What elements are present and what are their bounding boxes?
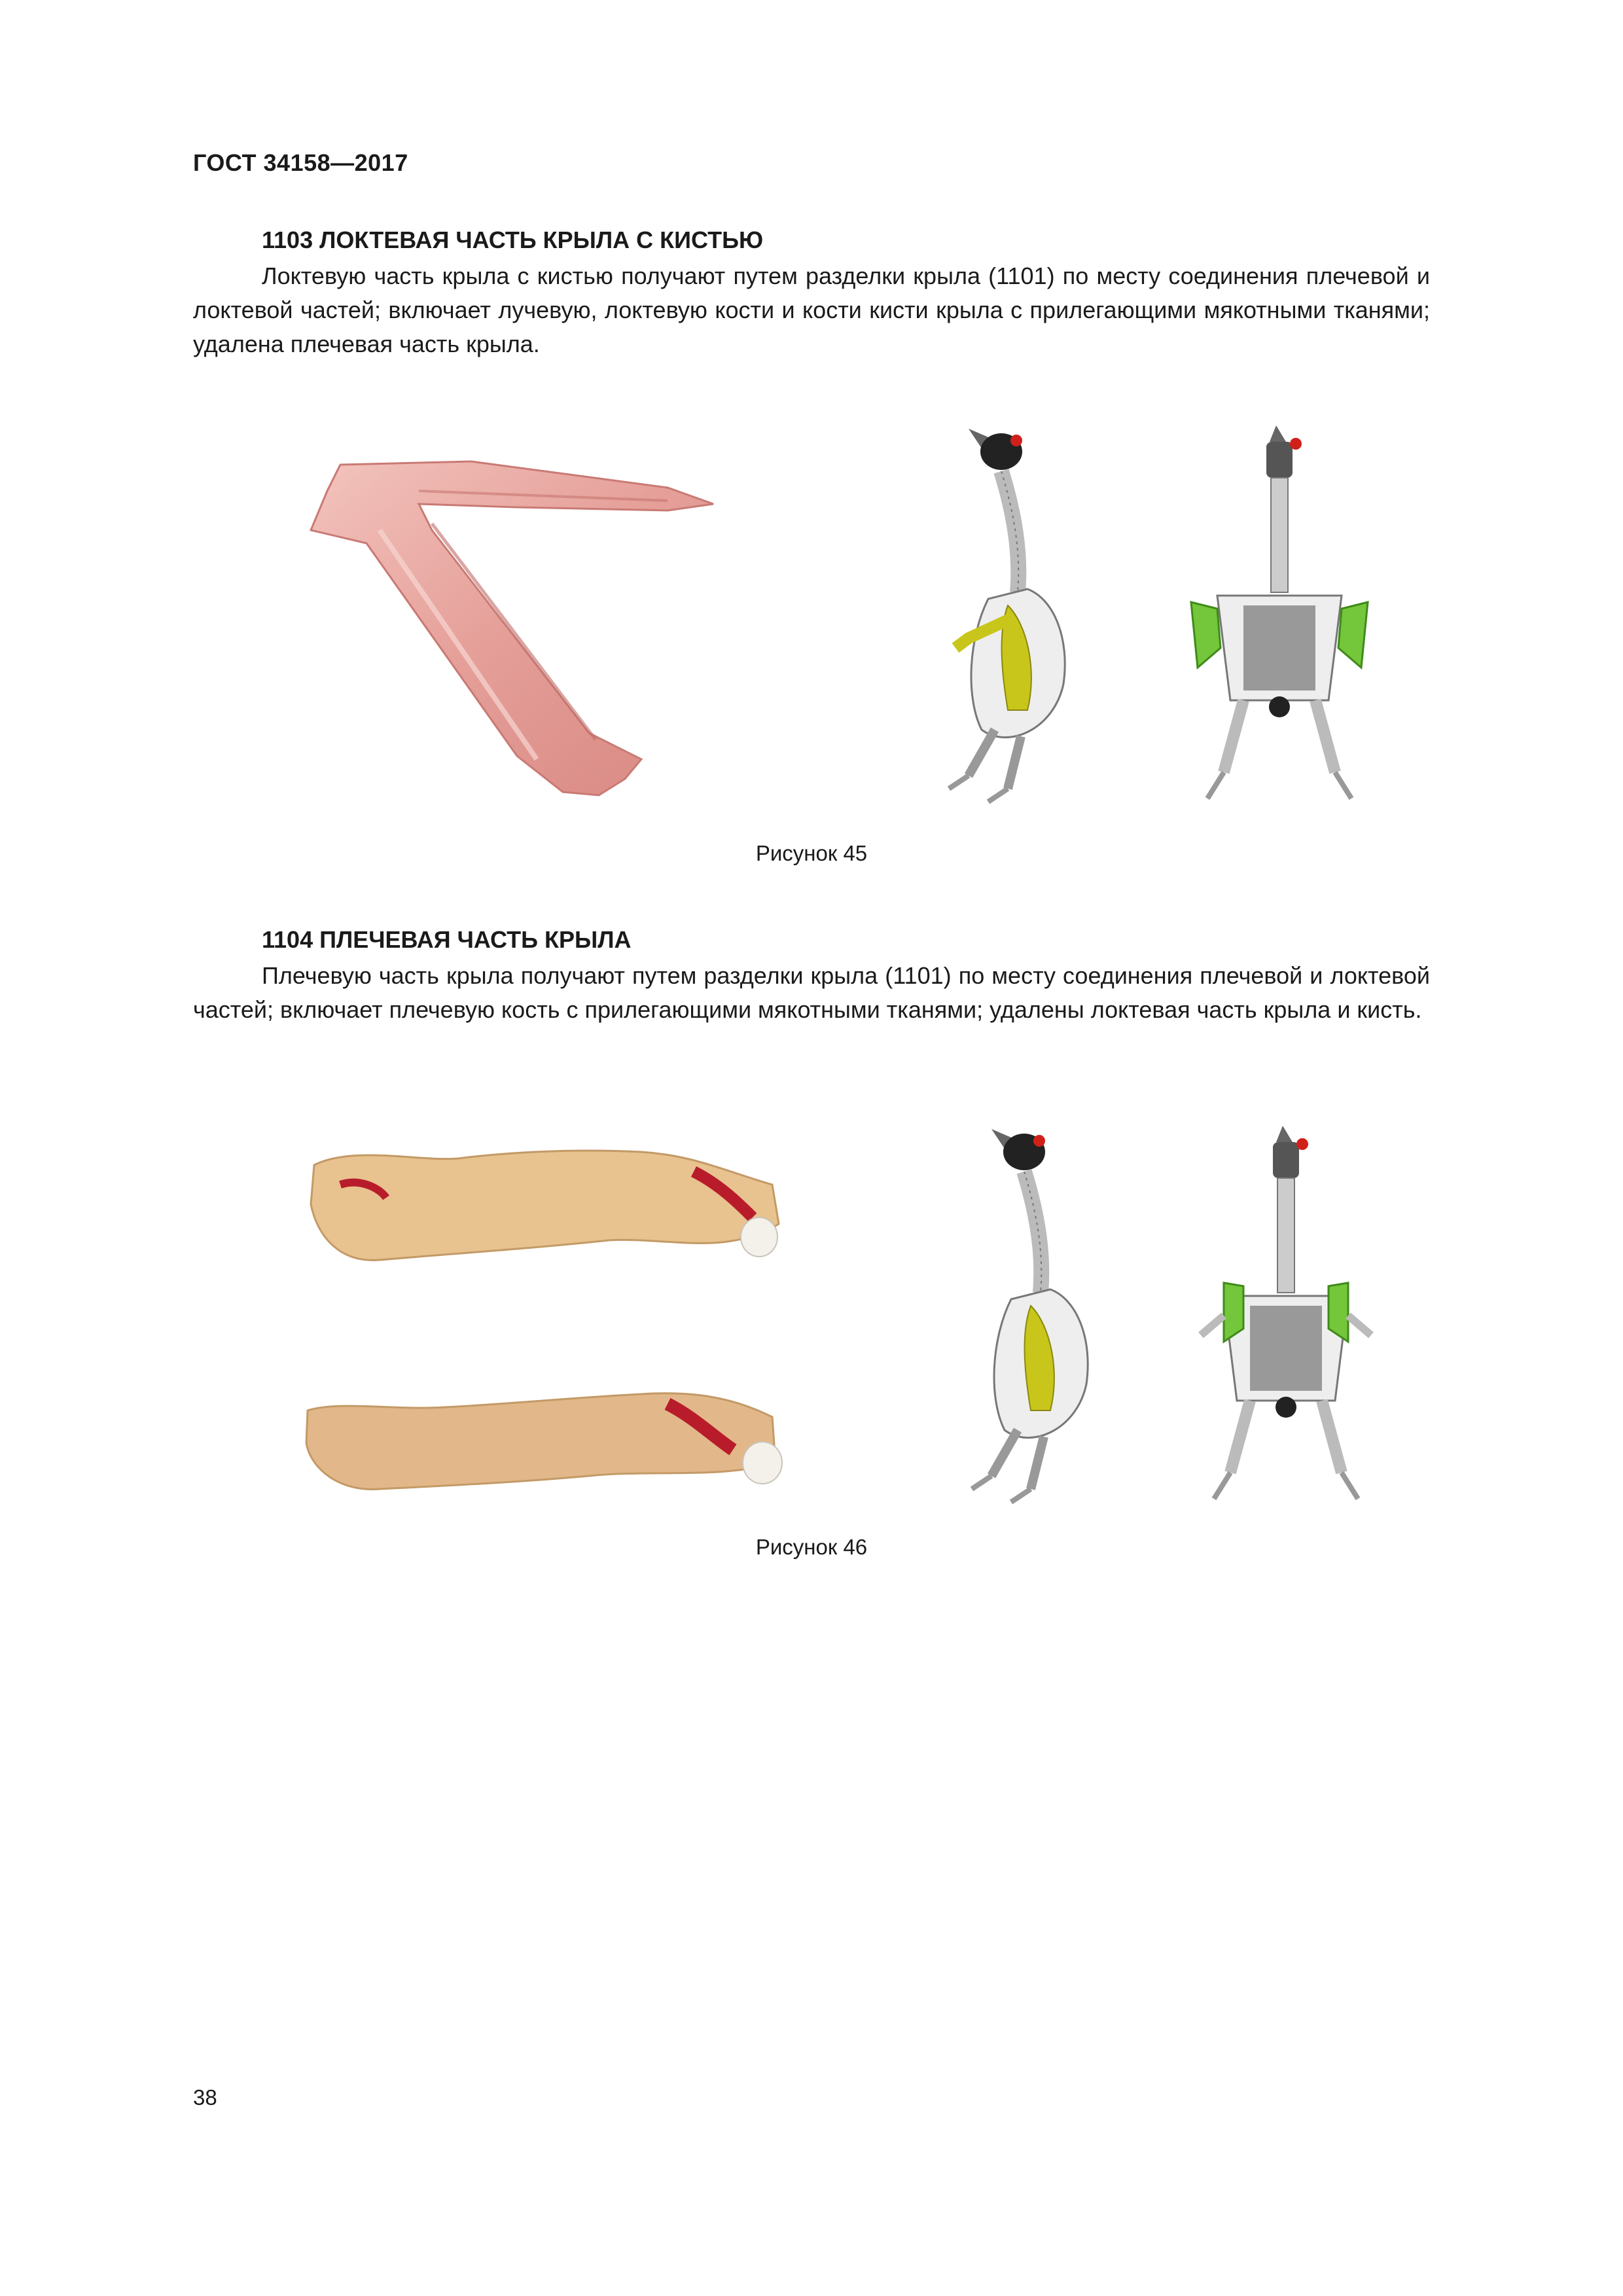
document-code: ГОСТ 34158—2017 <box>193 149 408 176</box>
section-title-1103: 1103 ЛОКТЕВАЯ ЧАСТЬ КРЫЛА С КИСТЬЮ <box>262 226 764 253</box>
bird-skeleton-front-view-46 <box>1178 1119 1400 1512</box>
wing-ulna-part-photo <box>301 452 720 805</box>
figure-caption-46: Рисунок 46 <box>755 1535 868 1559</box>
figure-caption-45: Рисунок 45 <box>755 841 868 865</box>
section-title-1104: 1104 ПЛЕЧЕВАЯ ЧАСТЬ КРЫЛА <box>262 926 632 953</box>
section-text-1103-content: Локтевую часть крыла с кистью получают путем разделки крыла (1101) по месту соединения плечевой и локтевой частей; включает лучевую, локтевую кости и кости кисти крыла с прилегающими мякотными тканями; удалена плечевая часть крыла. <box>193 262 1430 357</box>
bird-skeleton-side-view-45 <box>929 422 1099 808</box>
wing-humerus-part-photo-bottom <box>301 1371 785 1515</box>
section-text-1104 <box>193 959 1430 1027</box>
page-number: 38 <box>193 2085 217 2109</box>
wing-humerus-part-photo-top <box>301 1126 785 1296</box>
section-text-1103 <box>193 259 1430 361</box>
bird-skeleton-front-view-45 <box>1171 419 1394 812</box>
section-text-1104-content: Плечевую часть крыла получают путем разделки крыла (1101) по месту соединения плечевой и локтевой частей; включает плечевую кость с прилегающими мякотными тканями; удалены локтевая часть крыла и кисть. <box>193 962 1430 1023</box>
bird-skeleton-side-view-46 <box>952 1122 1122 1515</box>
